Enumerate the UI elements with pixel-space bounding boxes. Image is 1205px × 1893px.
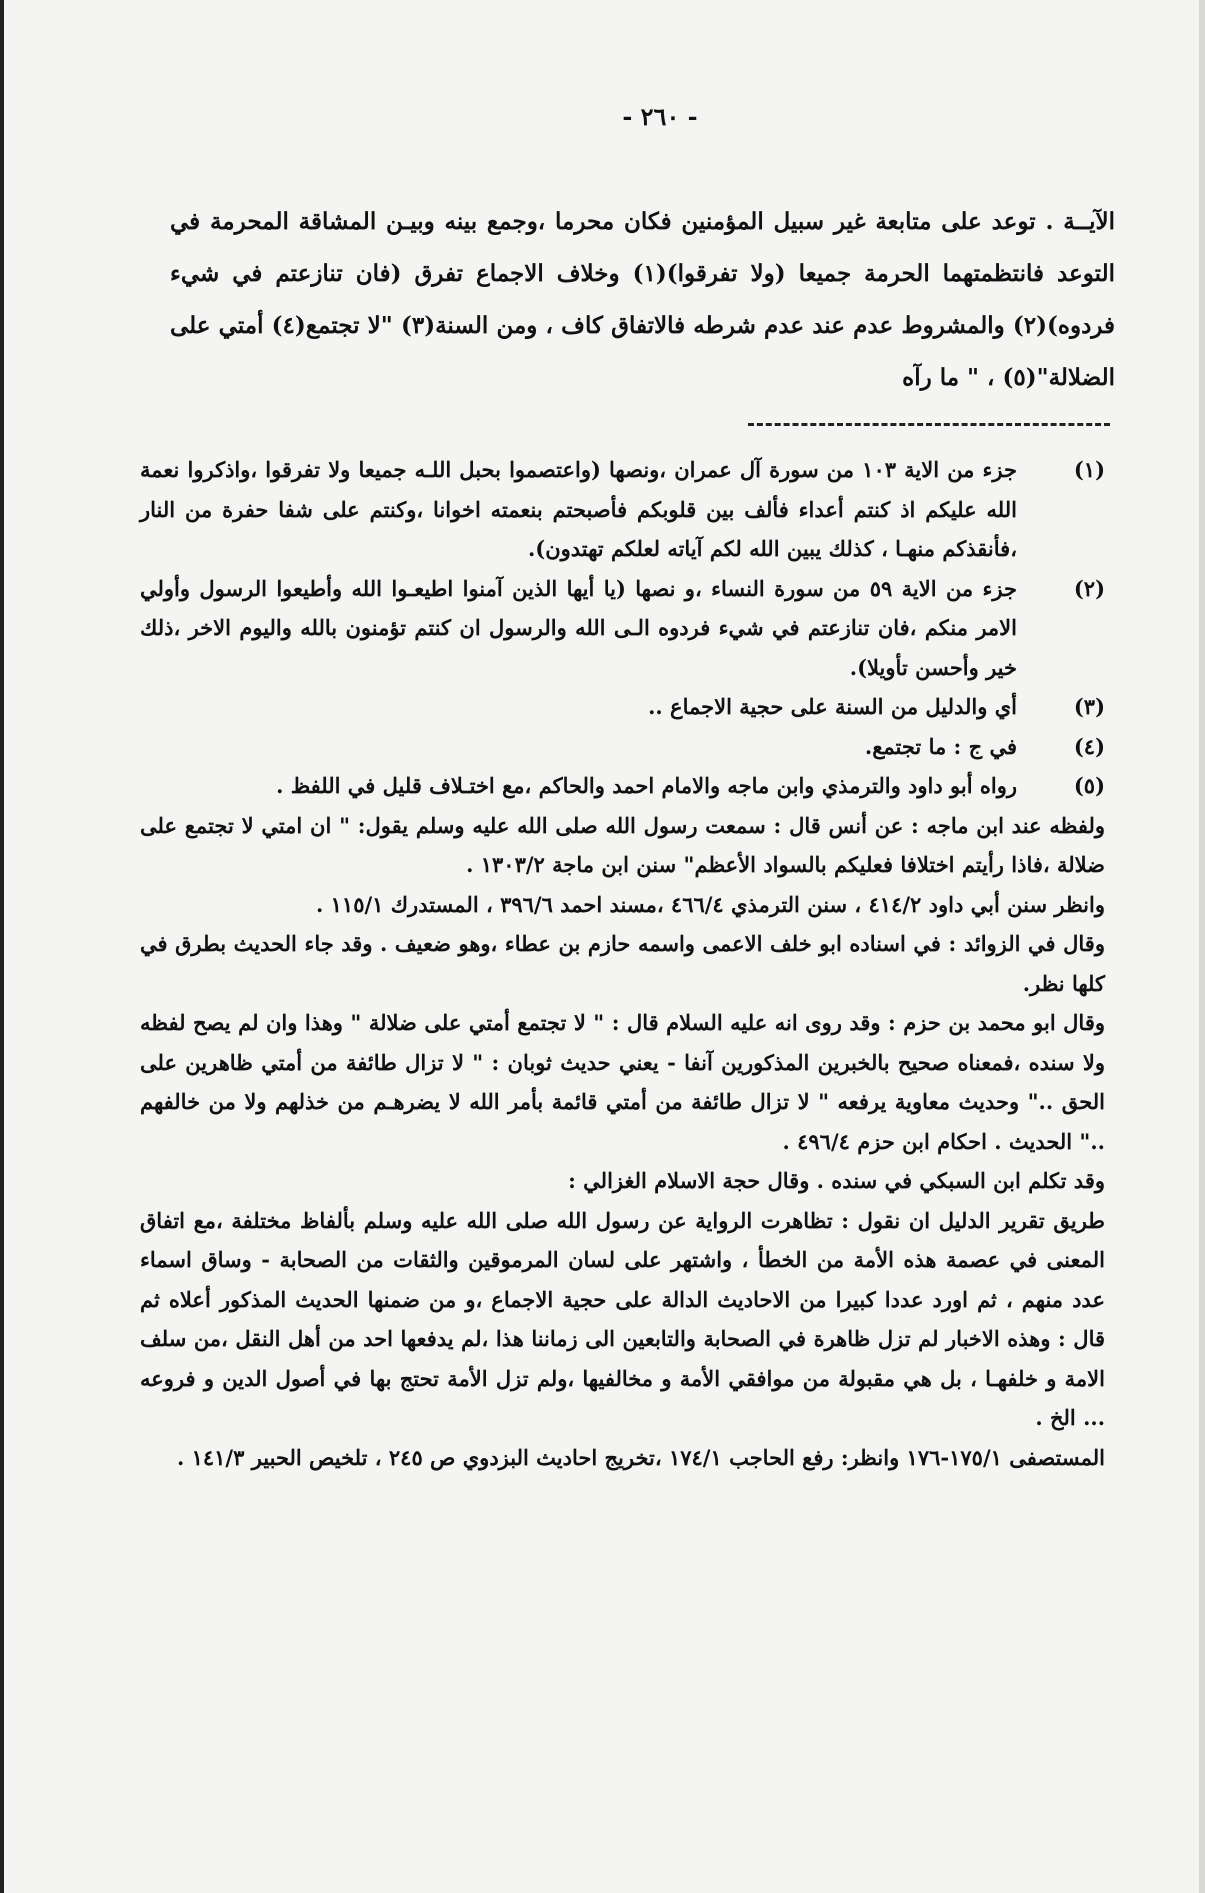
footnote-number: (٤) [1073,733,1105,759]
footnote-continuation: وانظر سنن أبي داود ٤١٤/٢ ، سنن الترمذي ٤٦٦/٤ ،مسند احمد ٣٩٦/٦ ، المستدرك ١١٥/١ . [316,891,1105,917]
footnote-number: (٣) [1073,694,1105,719]
footnotes [140,450,1105,1477]
footnote-separator [748,423,1110,426]
footnote-number: (١) [1073,457,1105,482]
scan-border-left [0,0,4,1893]
footnote-number: (٢) [1073,575,1105,601]
footnote-continuation: وقد تكلم ابن السبكي في سنده . وقال حجة الاسلام الغزالي : [568,1168,1105,1193]
body-paragraph: الآيــة . توعد على متابعة غير سبيل المؤمنين فكان محرما ،وجمع بينه وبيـن المشاقة المحرمة في التوعد فانتظمتهما الحرمة جميعا (ولا تفرقوا)(١) وخلاف الاجماع تفرق (فان تنازعتم في شيء فردوه)(٢) والمشروط عدم عند عدم شرطه فالاتفاق كاف ، ومن السنة(٣) "لا تجتمع(٤) أمتي على الضلالة"(٥) ، " ما رآه [170,208,1115,391]
footnote [140,766,1105,806]
footnote-continuation: ولفظه عند ابن ماجه : عن أنس قال : سمعت رسول الله صلى الله عليه وسلم يقول: " ان امتي لا تجتمع على ضلالة ،فاذا رأيتم اختلافا فعليكم بالسواد الأعظم" سنن ابن ماجة ١٣٠٣/٢ . [140,812,1105,877]
footnote-text: في ج : ما تجتمع. [864,733,1017,759]
page-number: - ٢٦٠ - [622,102,698,131]
footnote-text: رواه أبو داود والترمذي وابن ماجه والامام احمد والحاكم ،مع اختـلاف قليل في اللفظ . [276,773,1017,798]
footnote-continuation: المستصفى ١٧٥/١-١٧٦ وانظر: رفع الحاجب ١٧٤/١ ،تخريج احاديث البزدوي ص ٢٤٥ ، تلخيص الحبير ١٤١/٣ . [176,1444,1105,1470]
footnote-text: أي والدليل من السنة على حجية الاجماع .. [648,694,1017,719]
footnote [140,569,1105,688]
footnote [140,450,1105,569]
footnote-number: (٥) [1073,773,1105,798]
footnote-text: جزء من الاية ١٠٣ من سورة آل عمران ،ونصها (واعتصموا بحبل اللـه جميعا ولا تفرقوا ،واذكروا نعمة الله عليكم اذ كنتم أعداء فألف بين قلوبكم فأصبحتم بنعمته اخوانا ،وكنتم على شفا حفرة من النار ،فأنقذكم منهـا ، كذلك يبين الله لكم آياته لعلكم تهتدون). [140,457,1018,561]
footnote [140,727,1105,767]
footnote-continuation: وقال في الزوائد : في اسناده ابو خلف الاعمى واسمه حازم بن عطاء ،وهو ضعيف . وقد جاء الحديث بطرق في كلها نظر. [140,931,1105,996]
main-body [170,196,1115,404]
footnote-continuation: طريق تقرير الدليل ان نقول : تظاهرت الرواية عن رسول الله صلى الله عليه وسلم بألفاظ مختلفة ،مع اتفاق المعنى في عصمة هذه الأمة من الخطأ ، واشتهر على لسان المرموقين والثقات من الصحابة - وساق اسماء عدد منهم ، ثم اورد عددا كبيرا من الاحاديث الدالة على حجية الاجماع ،و من ضمنها الحديث المذكور أعلاه ثم قال : وهذه الاخبار لم تزل ظاهرة في الصحابة والتابعين الى زماننا هذا ،لم يدفعها احد من أهل النقل ،من سلف الامة و خلفهـا ، بل هي مقبولة من موافقي الأمة و مخالفيها ،ولم تزل الأمة تحتج بها في أصول الدين و فروعه ... الخ . [140,1207,1105,1430]
scan-border-right [1199,0,1205,1893]
footnote-text: جزء من الاية ٥٩ من سورة النساء ،و نصها (يا أيها الذين آمنوا اطيعـوا الله وأطيعوا الرسول وأولي الامر منكم ،فان تنازعتم في شيء فردوه الـى الله والرسول ان كنتم تؤمنون بالله واليوم الاخر ،ذلك خير وأحسن تأويلا). [140,575,1018,680]
footnote [140,687,1105,727]
footnote-continuation: وقال ابو محمد بن حزم : وقد روى انه عليه السلام قال : " لا تجتمع أمتي على ضلالة " وهذا وان لم يصح لفظه ولا سنده ،فمعناه صحيح بالخبرين المذكورين آنفا - يعني حديث ثوبان : " لا تزال طائفة من أمتي ظاهرين على الحق .." وحديث معاوية يرفعه " لا تزال طائفة من أمتي قائمة بأمر الله لا يضرهـم من خذلهم ولا من خالفهم .." الحديث . احكام ابن حزم ٤٩٦/٤ . [140,1010,1105,1154]
